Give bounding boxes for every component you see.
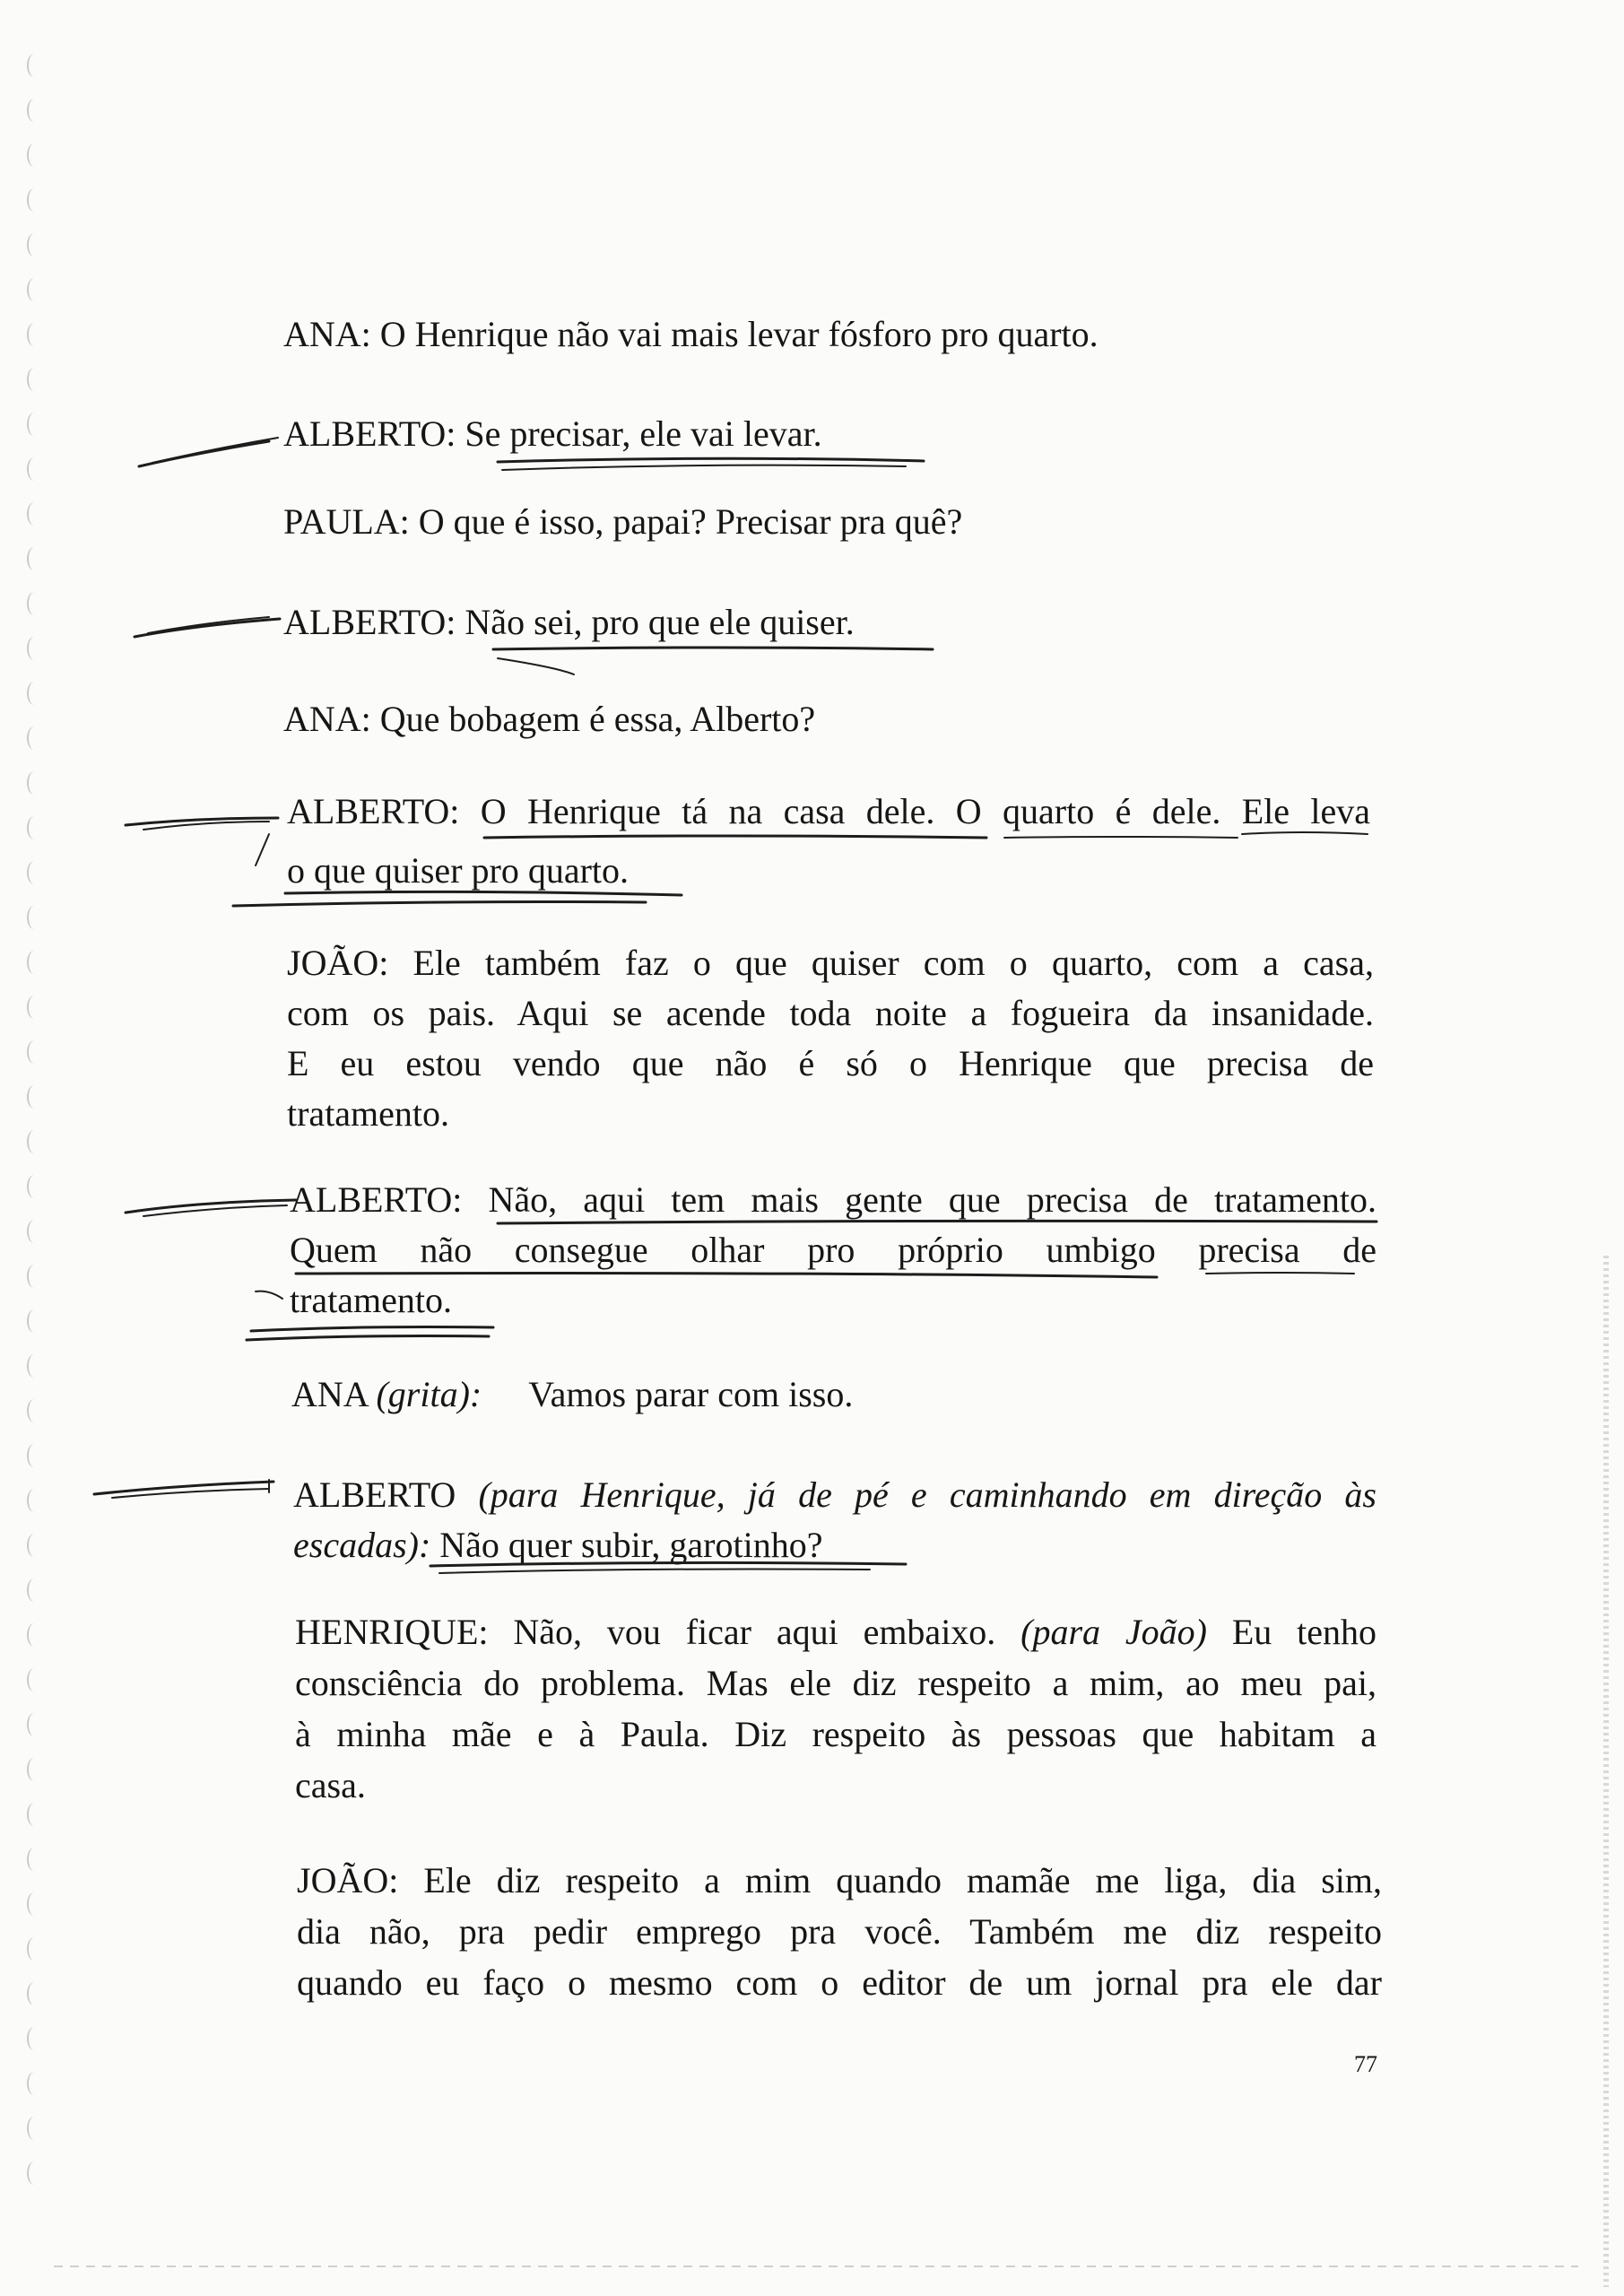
dialogue-text: Não quer subir, garotinho? bbox=[439, 1525, 823, 1565]
underline-mark bbox=[498, 1221, 1376, 1223]
dialogue-alberto-3-line2: o que quiser pro quarto. bbox=[287, 850, 630, 891]
underline-mark bbox=[484, 836, 986, 838]
dialogue-alberto-4-line1: ALBERTO: Não, aqui tem mais gente que precisa de tratamento. bbox=[290, 1179, 1376, 1220]
underline-mark bbox=[1242, 832, 1368, 834]
stage-direction: (grita): bbox=[376, 1374, 482, 1414]
dialogue-ana-1: ANA: O Henrique não vai mais levar fósforo pro quarto. bbox=[283, 314, 1099, 354]
margin-arrow bbox=[126, 1200, 296, 1213]
underline-mark bbox=[498, 458, 924, 462]
underline-mark bbox=[1206, 1273, 1354, 1274]
dialogue-joao-1-line1: JOÃO: Ele também faz o que quiser com o quarto, com a casa, bbox=[287, 943, 1374, 983]
underline-mark bbox=[285, 891, 682, 895]
dialogue-alberto-5-line1 bbox=[293, 1474, 1377, 1515]
dialogue-alberto-3-line1: ALBERTO: O Henrique tá na casa dele. O quarto é dele. Ele leva bbox=[287, 791, 1370, 831]
dialogue-alberto-4-line2: Quem não consegue olhar pro próprio umbigo precisa de bbox=[290, 1230, 1376, 1270]
dialogue-alberto-1: ALBERTO: Se precisar, ele vai levar. bbox=[283, 413, 822, 454]
speaker-alberto: ALBERTO bbox=[293, 1474, 456, 1515]
stage-direction: (para João) bbox=[1020, 1612, 1207, 1652]
underline-mark bbox=[256, 1292, 282, 1299]
margin-arrow bbox=[126, 818, 278, 825]
stage-direction-2: escadas): bbox=[293, 1525, 431, 1565]
margin-arrow bbox=[143, 1205, 287, 1216]
dialogue-joao-2-line1: JOÃO: Ele diz respeito a mim quando mamãe me liga, dia sim, bbox=[297, 1860, 1382, 1900]
underline-mark bbox=[233, 902, 646, 907]
margin-arrow bbox=[152, 438, 278, 463]
underline-mark bbox=[1004, 837, 1238, 838]
dialogue-alberto-2: ALBERTO: Não sei, pro que ele quiser. bbox=[283, 602, 855, 642]
dialogue-henrique-1-line2: consciência do problema. Mas ele diz respeito a mim, ao meu pai, bbox=[295, 1663, 1376, 1703]
dialogue-joao-2-line2: dia não, pra pedir emprego pra você. Também me diz respeito bbox=[297, 1911, 1382, 1952]
dialogue-alberto-5-line2 bbox=[293, 1527, 822, 1563]
margin-arrow bbox=[139, 441, 269, 466]
margin-arrow bbox=[256, 834, 269, 865]
scan-edge bbox=[1603, 1256, 1609, 2287]
dialogue-joao-2-line3: quando eu faço o mesmo com o editor de um jornal pra ele dar bbox=[297, 1962, 1382, 2003]
underline-mark bbox=[251, 1327, 493, 1332]
margin-arrow bbox=[112, 1489, 269, 1498]
dialogue-henrique-1-line1 bbox=[295, 1614, 1376, 1650]
underline-mark bbox=[296, 1274, 1157, 1278]
dialogue-text: Vamos parar com isso. bbox=[528, 1374, 854, 1414]
dialogue-text-cont: Eu tenho bbox=[1231, 1612, 1377, 1652]
dialogue-alberto-4-line3: tratamento. bbox=[290, 1280, 453, 1320]
dialogue-henrique-1-line3: à minha mãe e à Paula. Diz respeito às pessoas que habitam a bbox=[295, 1714, 1376, 1754]
dialogue-ana-3 bbox=[291, 1374, 854, 1414]
page-number: 77 bbox=[1354, 2051, 1377, 2077]
margin-arrow bbox=[143, 822, 269, 830]
speaker-ana: ANA bbox=[291, 1374, 368, 1414]
scan-bottom-edge bbox=[54, 2266, 1578, 2267]
underline-mark bbox=[439, 1570, 870, 1574]
dialogue-joao-1-line3: E eu estou vendo que não é só o Henrique que precisa de bbox=[287, 1043, 1374, 1083]
underline-mark bbox=[247, 1336, 489, 1341]
dialogue-joao-1-line2: com os pais. Aqui se acende toda noite a fogueira da insanidade. bbox=[287, 993, 1374, 1033]
underline-mark bbox=[493, 648, 933, 649]
margin-arrow bbox=[135, 619, 280, 637]
dialogue-paula-1: PAULA: O que é isso, papai? Precisar pra quê? bbox=[283, 501, 963, 542]
dialogue-ana-2: ANA: Que bobagem é essa, Alberto? bbox=[283, 699, 816, 739]
underline-mark bbox=[498, 658, 574, 674]
underline-mark bbox=[502, 465, 906, 470]
dialogue-henrique-1-line4: casa. bbox=[295, 1765, 366, 1805]
dialogue-joao-1-line4: tratamento. bbox=[287, 1093, 450, 1134]
margin-arrow bbox=[148, 617, 269, 633]
margin-arrow bbox=[94, 1482, 274, 1494]
stage-direction-1: (para Henrique, já de pé e caminhando em direção às bbox=[478, 1474, 1377, 1515]
dialogue-text: HENRIQUE: Não, vou ficar aqui embaixo. bbox=[295, 1612, 996, 1652]
